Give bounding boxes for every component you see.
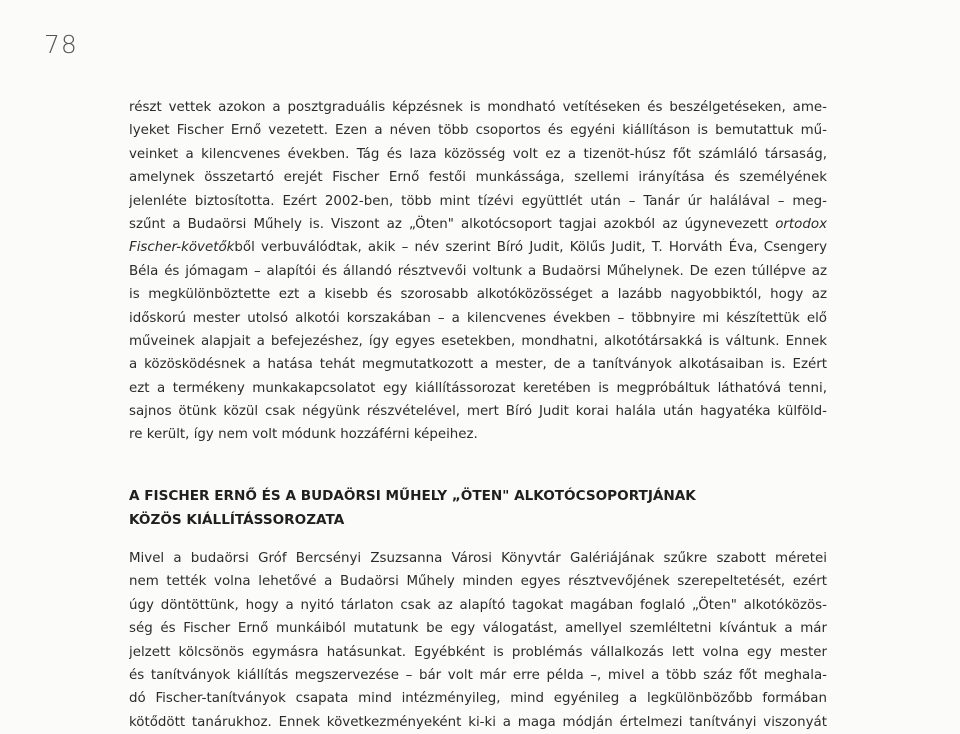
body-paragraph-1 <box>129 96 827 447</box>
text-line: is megkülönböztette ezt a kisebb és szorosabb alkotóközösséget a lazább nagyobbiktól, hogy az <box>129 287 827 303</box>
page-number: 78 <box>44 30 78 59</box>
text-line: úgy döntöttünk, hogy a nyitó tárlaton csak az alapító tagokat magában foglaló „Öten" alkotóközös- <box>129 597 827 613</box>
text-line: ség és Fischer Ernő munkáiból mutatunk be egy válogatást, amellyel szemléltetni kívántuk a már <box>129 621 827 637</box>
text-line: amelynek összetartó erejét Fischer Ernő festői munkássága, szellemi irányítása és személyének <box>129 170 827 186</box>
text-line: ezt a termékeny munkakapcsolatot egy kiállítássorozat keretében is megpróbáltuk láthatóvá tenni, <box>129 380 827 396</box>
italic-term: ortodox <box>775 216 827 232</box>
text-line: veinket a kilencvenes években. Tág és laza közösség volt ez a tizenöt-húsz főt számláló társaság, <box>129 146 827 162</box>
text-line: jelzett kölcsönös egymásra hatásunkat. Egyébként is problémás vállalkozás lett volna egy mester <box>129 644 827 660</box>
heading-line: KÖZÖS KIÁLLÍTÁSSOROZATA <box>129 512 345 528</box>
heading-line: A FISCHER ERNŐ ÉS A BUDAÖRSI MŰHELY „ÖTEN" ALKOTÓCSOPORTJÁNAK <box>129 488 696 504</box>
text-line: Béla és jómagam – alapítói és állandó résztvevői voltunk a Budaörsi Műhelynek. De ezen túllépve az <box>129 263 827 279</box>
text-line: lyeket Fischer Ernő vezetett. Ezen a néven több csoportos és egyéni kiállításon is bemutattuk mű- <box>129 123 827 139</box>
text-line: re került, így nem volt módunk hozzáférni képeihez. <box>129 427 478 443</box>
body-paragraph-2 <box>129 547 827 734</box>
text-line: Mivel a budaörsi Gróf Bercsényi Zsuzsanna Városi Könyvtár Galériájának szűkre szabott méretei <box>129 551 827 566</box>
text-line: sajnos ötünk közül csak négyünk részvételével, mert Bíró Judit korai halála után hagyatéka külföld- <box>129 404 827 420</box>
text-line: és tanítványok kiállítás megszervezése – bár volt már erre példa –, mivel a több száz főt meghala- <box>129 667 827 683</box>
italic-term: Fischer-követők <box>129 240 235 256</box>
text-line: dó Fischer-tanítványok csapata mind intézményileg, mind egyénileg a legkülönbözőbb formában <box>129 691 827 707</box>
text-line: műveinek alapjait a befejezéshez, így egyes esetekben, mondhatni, alkotótársakká is váltunk. Ennek <box>129 333 827 349</box>
text-line: részt vettek azokon a posztgraduális képzésnek is mondható vetítéseken és beszélgetéseken, ame- <box>129 100 827 115</box>
text-line: Fischer-követőkből verbuválódtak, akik – név szerint Bíró Judit, Kölűs Judit, T. Horváth Éva, Csengery <box>129 240 827 256</box>
text-line: a közösködésnek a hatása tehát megmutatkozott a mester, de a tanítványok alkotásaiban is. Ezért <box>129 357 827 373</box>
text-line: időskorú mester utolsó alkotói korszakában – a kilencvenes években – többnyire mi készítettük elő <box>129 310 827 326</box>
text-line: nem tették volna lehetővé a Budaörsi Műhely minden egyes résztvevőjének szerepeltetését, ezért <box>129 574 827 590</box>
section-heading <box>129 484 829 532</box>
text-line: kötődött tanárukhoz. Ennek következményeként ki-ki a maga módján értelmezi tanítványi viszonyát <box>129 714 827 730</box>
text-line: szűnt a Budaörsi Műhely is. Viszont az „Öten" alkotócsoport tagjai azokból az úgynevezett ortodox <box>129 216 827 232</box>
text-line: jelenléte biztosította. Ezért 2002-ben, több mint tízévi együttlét után – Tanár úr halálával – meg- <box>129 193 827 209</box>
